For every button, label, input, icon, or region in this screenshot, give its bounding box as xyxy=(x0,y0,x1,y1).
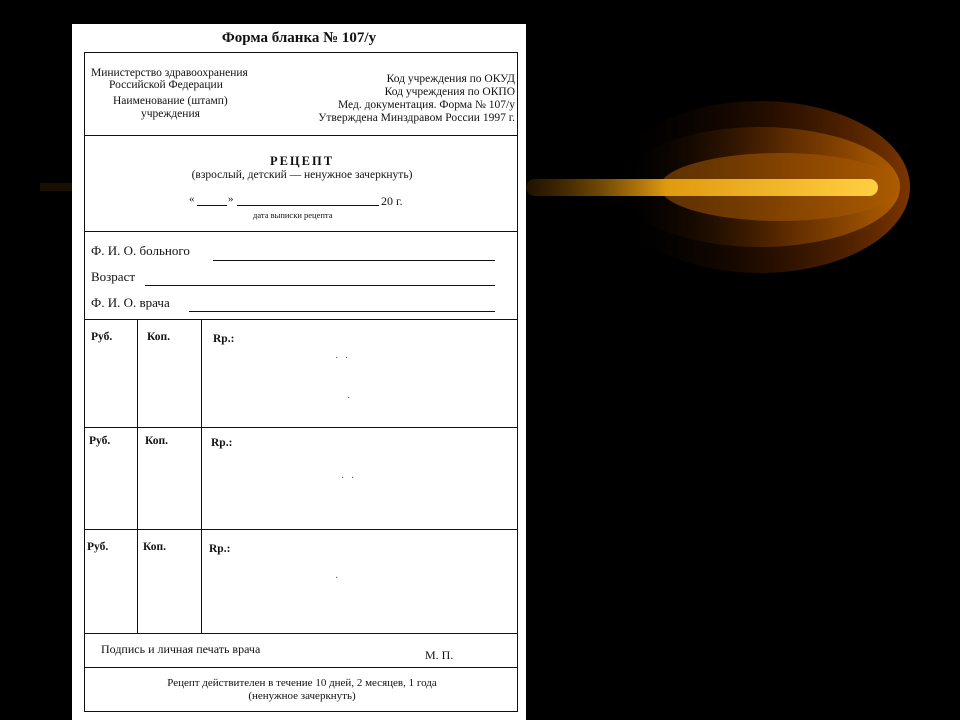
row3-rp-label: Rp.: xyxy=(209,543,231,555)
med-doc-form-label: Мед. документация. Форма № 107/у xyxy=(337,99,515,111)
date-caption: дата выписки рецепта xyxy=(253,210,333,220)
row2-rub-label: Руб. xyxy=(89,435,111,447)
date-day-line xyxy=(197,205,227,206)
doctor-name-label: Ф. И. О. врача xyxy=(91,295,170,310)
row1-rub-label: Руб. xyxy=(91,331,113,343)
signature-label: Подпись и личная печать врача xyxy=(101,642,261,656)
scan-speckle: · · xyxy=(335,353,351,364)
divider xyxy=(85,319,517,320)
okud-code-label: Код учреждения по ОКУД xyxy=(386,73,515,85)
patient-name-line xyxy=(213,260,495,261)
row1-rp-label: Rp.: xyxy=(213,333,235,345)
validity-line2: (ненужное зачеркнуть) xyxy=(248,690,356,702)
column-separator xyxy=(137,319,138,633)
ministry-line2: Российской Федерации xyxy=(109,79,223,91)
stamp-label: М. П. xyxy=(425,648,454,662)
year-label: 20 г. xyxy=(381,194,403,208)
divider xyxy=(85,135,517,136)
row1-kop-label: Коп. xyxy=(147,331,171,343)
row3-rub-label: Руб. xyxy=(87,541,109,553)
age-label: Возраст xyxy=(91,269,136,284)
form-frame xyxy=(84,52,518,712)
recipe-subheading: (взрослый, детский — ненужное зачеркнуть) xyxy=(191,169,413,181)
divider xyxy=(85,667,517,668)
approved-label: Утверждена Минздравом России 1997 г. xyxy=(318,112,515,124)
patient-name-label: Ф. И. О. больного xyxy=(91,243,190,258)
row2-kop-label: Коп. xyxy=(145,435,169,447)
scan-speckle: · xyxy=(347,393,353,404)
form-title: Форма бланка № 107/у xyxy=(221,30,377,46)
date-month-line xyxy=(237,205,379,206)
divider xyxy=(85,231,517,232)
age-line xyxy=(145,285,495,286)
date-open-quote: « xyxy=(189,193,195,205)
doctor-name-line xyxy=(189,311,495,312)
scan-speckle: · xyxy=(335,573,341,584)
row3-kop-label: Коп. xyxy=(143,541,167,553)
ministry-line1: Министерство здравоохранения xyxy=(91,67,248,79)
column-separator xyxy=(201,319,202,633)
date-close-quote: » xyxy=(228,193,234,205)
institution-name-label2: учреждения xyxy=(141,108,200,120)
validity-line1: Рецепт действителен в течение 10 дней, 2 месяцев, 1 года xyxy=(167,677,437,689)
prescription-form-scan xyxy=(72,24,526,720)
row2-rp-label: Rp.: xyxy=(211,437,233,449)
recipe-heading: РЕЦЕПТ xyxy=(269,154,335,168)
divider xyxy=(85,529,517,530)
divider xyxy=(85,427,517,428)
scan-speckle: · · xyxy=(341,473,357,484)
institution-name-label: Наименование (штамп) xyxy=(113,95,228,107)
okpo-code-label: Код учреждения по ОКПО xyxy=(384,86,515,98)
divider xyxy=(85,633,517,634)
